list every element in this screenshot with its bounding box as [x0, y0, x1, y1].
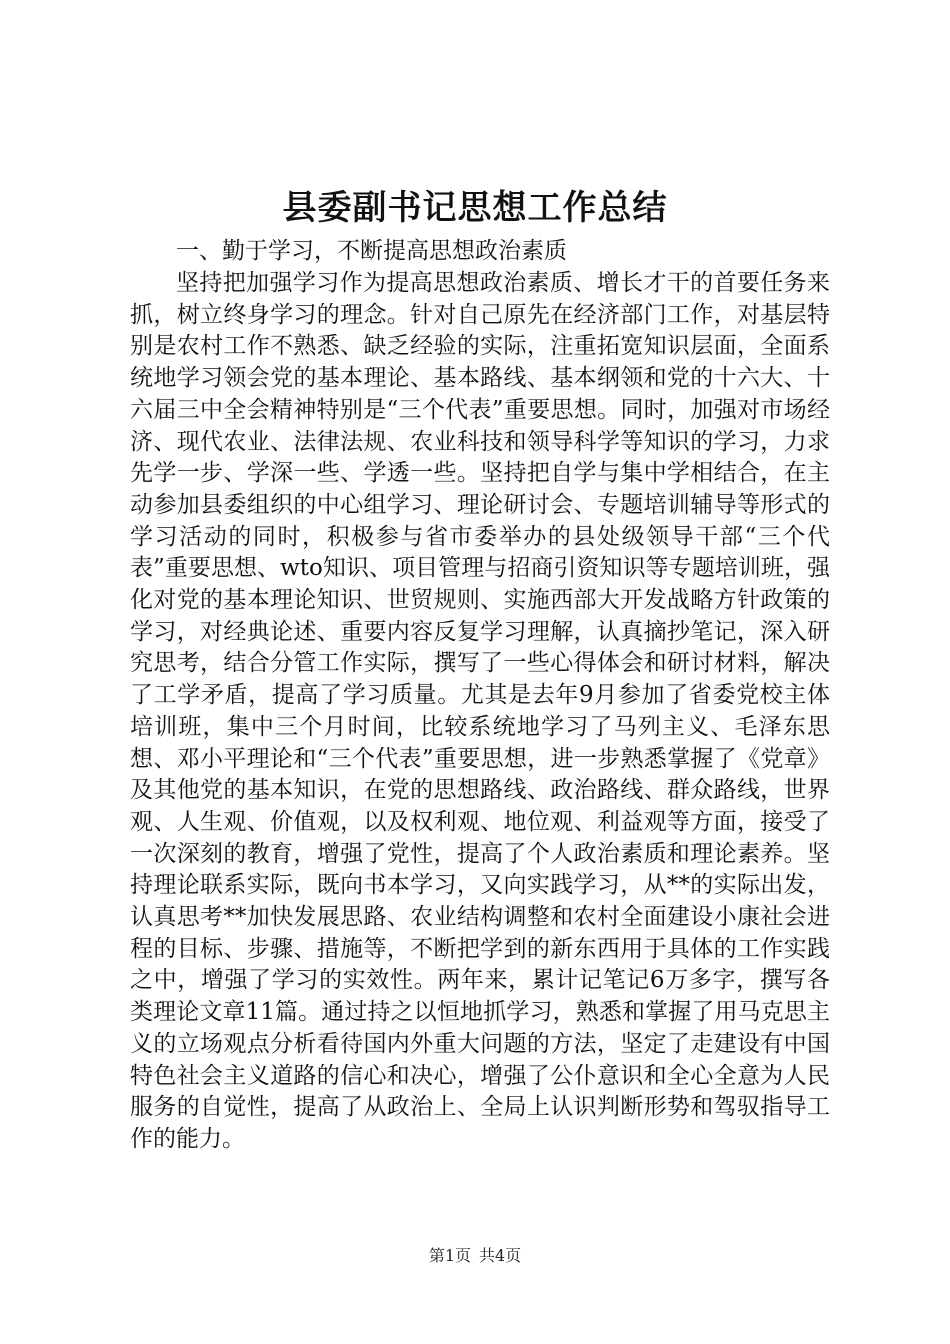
section-heading: 一、勤于学习，不断提高思想政治素质	[176, 238, 567, 264]
document-title: 县委副书记思想工作总结	[282, 188, 668, 228]
body-paragraph: 坚持把加强学习作为提高思想政治素质、增长才干的首要任务来抓，树立终身学习的理念。针对自己原先在经济部门工作，对基层特别是农村工作不熟悉、缺乏经验的实际，注重拓宽知识层面，全面系统地学习领会党的基本理论、基本路线、基本纲领和党的十六大、十六届三中全会精神特别是“三个代表”重要思想。同时，加强对市场经济、现代农业、法律法规、农业科技和领导科学等知识的学习，力求先学一步、学深一些、学透一些。坚持把自学与集中学相结合，在主动参加县委组织的中心组学习、理论研讨会、专题培训辅导等形式的学习活动的同时，积极参与省市委举办的县处级领导干部“三个代表”重要思想、wto知识、项目管理与招商引资知识等专题培训班，强化对党的基本理论知识、世贸规则、实施西部大开发战略方针政策的学习，对经典论述、重要内容反复学习理解，认真摘抄笔记，深入研究思考，结合分管工作实际，撰写了一些心得体会和研讨材料，解决了工学矛盾，提高了学习质量。尤其是去年9月参加了省委党校主体培训班，集中三个月时间，比较系统地学习了马列主义、毛泽东思想、邓小平理论和“三个代表”重要思想，进一步熟悉掌握了《党章》及其他党的基本知识，在党的思想路线、政治路线、群众路线，世界观、人生观、价值观，以及权利观、地位观、利益观等方面，接受了一次深刻的教育，增强了党性，提高了个人政治素质和理论素养。坚持理论联系实际，既向书本学习，又向实践学习，从**的实际出发，认真思考**加快发展思路、农业结构调整和农村全面建设小康社会进程的目标、步骤、措施等，不断把学到的新东西用于具体的工作实践之中，增强了学习的实效性。两年来，累计记笔记6万多字，撰写各类理论文章11篇。通过持之以恒地抓学习，熟悉和掌握了用马克思主义的立场观点分析看待国内外重大问题的方法，坚定了走建设有中国特色社会主义道路的信心和决心，增强了公仆意识和全心全意为人民服务的自觉性，提高了从政治上、全局上认识判断形势和驾驭指导工作的能力。	[130, 270, 830, 1152]
page-footer	[0, 1244, 950, 1268]
page-total: 共4页	[479, 1246, 522, 1265]
page-number: 第1页	[428, 1246, 471, 1265]
